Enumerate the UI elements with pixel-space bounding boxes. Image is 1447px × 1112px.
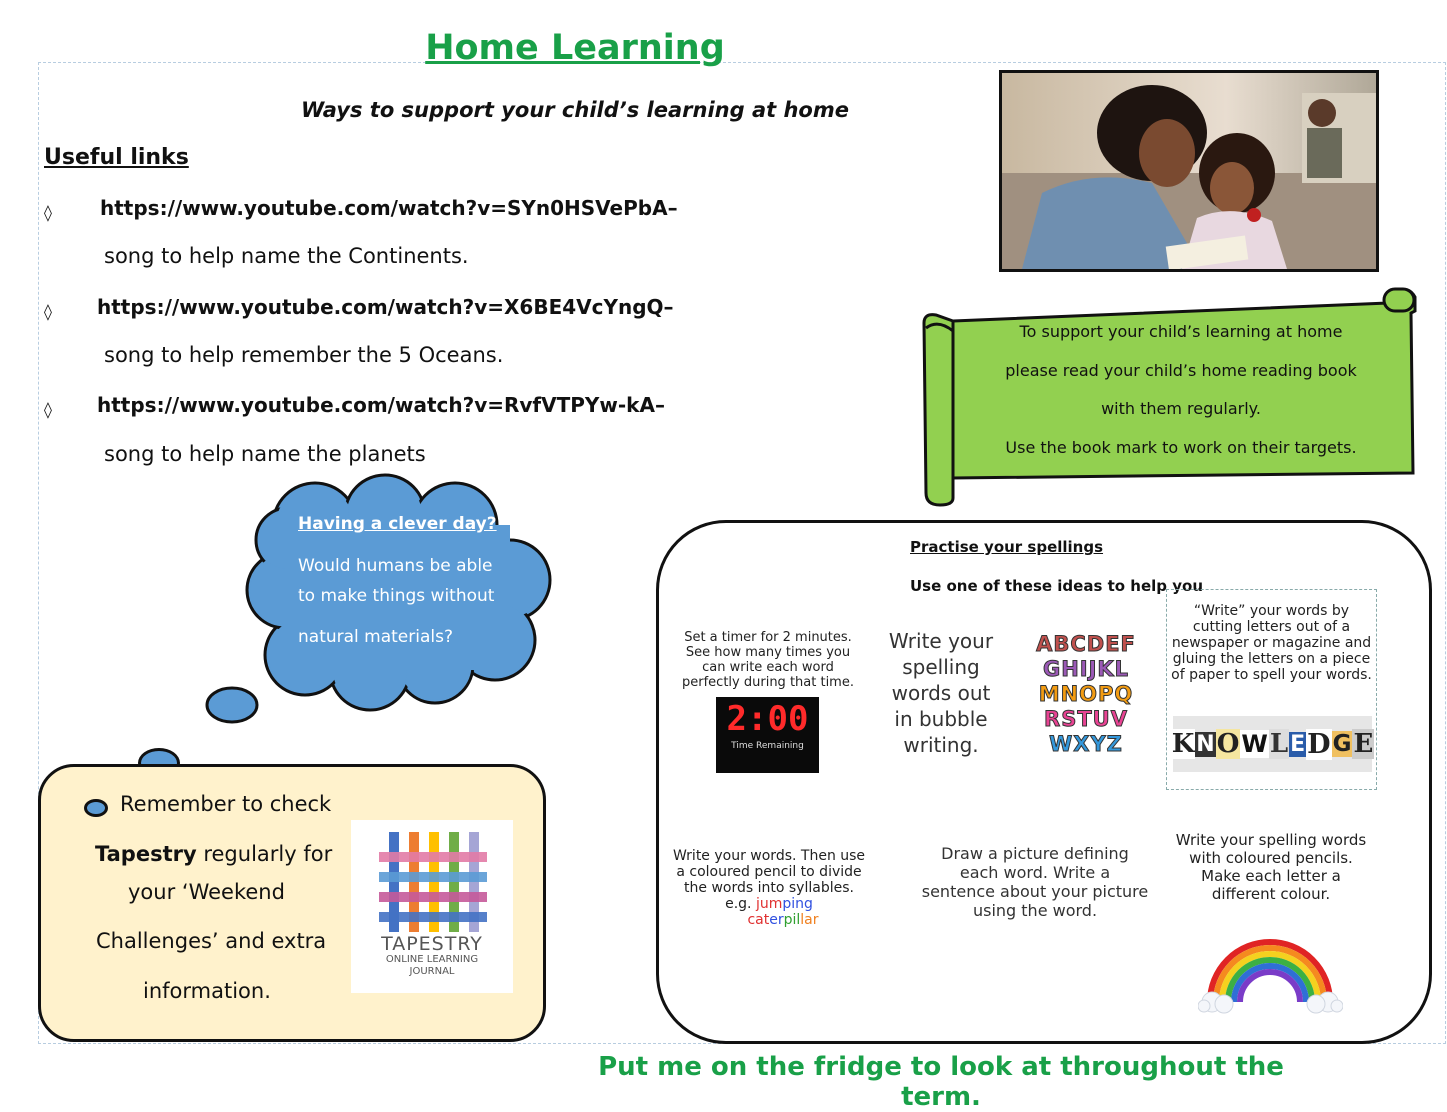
syllable: cat	[747, 912, 770, 928]
link-description: song to help name the planets	[104, 442, 426, 466]
spellings-heading: Practise your spellings	[910, 538, 1104, 556]
footer-message: Put me on the fridge to look at throughout the term.	[598, 1052, 1284, 1112]
link-dash: –	[654, 393, 665, 417]
bubble-writing-idea	[880, 628, 1002, 758]
idea-line: cutting letters out of a	[1192, 619, 1351, 635]
idea-line: Make each letter a	[1201, 867, 1341, 885]
timer-idea	[682, 630, 854, 690]
alphabet-row: ABCDEF	[1036, 632, 1136, 656]
idea-line: using the word.	[972, 901, 1098, 920]
cutout-letter: K	[1171, 729, 1195, 759]
scroll-line: Use the book mark to work on their targets.	[1005, 438, 1357, 457]
example-prefix: e.g.	[725, 896, 756, 912]
link-dash: –	[667, 196, 678, 220]
scroll-line: with them regularly.	[1101, 399, 1261, 418]
idea-line: Write your spelling words	[1175, 831, 1367, 849]
newspaper-idea	[1168, 603, 1375, 683]
idea-line: “Write” your words by	[1193, 603, 1350, 619]
syllable-example	[668, 896, 870, 912]
idea-line: the words into syllables.	[684, 880, 854, 896]
reminder-line: your ‘Weekend	[128, 880, 285, 904]
link-item[interactable]	[97, 295, 674, 319]
idea-line: in bubble	[894, 707, 988, 731]
tapestry-weave-icon	[351, 820, 513, 940]
link-url[interactable]: https://www.youtube.com/watch?v=SYn0HSVePbA	[100, 196, 668, 220]
scroll-line: To support your child’s learning at home	[1019, 322, 1343, 341]
bullet-icon	[84, 799, 108, 817]
alphabet-row: MNOPQ	[1038, 682, 1134, 706]
idea-line: different colour.	[1211, 885, 1331, 903]
idea-line: with coloured pencils.	[1189, 849, 1353, 867]
link-dash: –	[663, 295, 674, 319]
syllable: ping	[782, 896, 813, 912]
syllable: er	[769, 912, 784, 928]
idea-line: writing.	[903, 733, 979, 757]
idea-line: spelling	[902, 655, 980, 679]
reminder-line: Challenges’ and extra	[96, 929, 327, 953]
idea-line: sentence about your picture	[921, 882, 1149, 901]
idea-line: Set a timer for 2 minutes.	[684, 630, 852, 645]
reminder-line	[95, 842, 332, 866]
cloud-heading: Having a clever day?	[298, 514, 497, 534]
tapestry-logo-name: TAPESTRY	[381, 933, 483, 955]
timer-display: 2:00	[726, 699, 809, 739]
idea-line: Draw a picture defining	[941, 844, 1129, 863]
cutout-letter: W	[1241, 730, 1268, 758]
timer-caption: Time Remaining	[731, 741, 804, 751]
timer-image	[716, 697, 819, 773]
bullet-icon: ◊	[44, 203, 52, 222]
alphabet-row: WXYZ	[1049, 732, 1123, 756]
bubble-alphabet-image	[1020, 632, 1152, 757]
cutout-letter: E	[1290, 731, 1306, 757]
cutout-letter: N	[1196, 731, 1215, 757]
idea-line: can write each word	[702, 660, 834, 675]
tapestry-logo-sub: JOURNAL	[409, 966, 455, 977]
cloud-line: to make things without	[298, 586, 495, 606]
cutout-letter: E	[1353, 729, 1374, 759]
link-description: song to help name the Continents.	[104, 244, 469, 268]
idea-line: gluing the letters on a piece	[1172, 651, 1371, 667]
bullet-icon: ◊	[44, 400, 52, 419]
cutout-letter: G	[1332, 731, 1352, 757]
syllable: pil	[783, 912, 801, 928]
link-item[interactable]	[97, 393, 665, 417]
reminder-line: information.	[143, 979, 271, 1003]
link-url[interactable]: https://www.youtube.com/watch?v=X6BE4VcYngQ	[97, 295, 664, 319]
useful-links-heading: Useful links	[44, 145, 189, 170]
idea-line: Write your	[888, 629, 994, 653]
scroll-line: please read your child’s home reading book	[1005, 361, 1357, 380]
idea-line: perfectly during that time.	[682, 675, 854, 690]
cutout-letter: O	[1216, 729, 1240, 759]
tapestry-logo	[351, 820, 513, 993]
syllable: lar	[800, 912, 819, 928]
cutout-letter: D	[1307, 728, 1331, 760]
rainbow-icon	[1198, 930, 1343, 1015]
idea-line: See how many times you	[685, 645, 851, 660]
link-url[interactable]: https://www.youtube.com/watch?v=RvfVTPYw-kA	[97, 393, 655, 417]
reminder-line: Remember to check	[120, 792, 332, 816]
cloud-line: natural materials?	[298, 627, 454, 647]
page-title: Home Learning	[425, 28, 725, 68]
newspaper-letters-image	[1173, 716, 1372, 772]
idea-line: a coloured pencil to divide	[676, 864, 862, 880]
tapestry-logo-sub: ONLINE LEARNING	[385, 954, 479, 965]
alphabet-row: GHIJKL	[1042, 657, 1130, 681]
cloud-line: Would humans be able	[298, 556, 493, 576]
alphabet-row: RSTUV	[1044, 707, 1128, 731]
bullet-icon: ◊	[44, 302, 52, 321]
spellings-intro: Use one of these ideas to help you	[910, 577, 1204, 595]
idea-line: newspaper or magazine and	[1171, 635, 1372, 651]
cutout-letter: L	[1269, 729, 1289, 759]
picture-idea	[915, 844, 1155, 920]
syllable: jum	[755, 896, 783, 912]
link-item[interactable]	[100, 196, 678, 220]
idea-line: of paper to spell your words.	[1171, 667, 1372, 683]
reminder-line-rest: regularly for	[196, 842, 333, 866]
syllable-example	[668, 912, 870, 928]
page-subtitle: Ways to support your child’s learning at home	[301, 98, 849, 122]
mother-and-daughter-reading-photo	[999, 70, 1379, 272]
scroll-banner-shape	[918, 283, 1418, 508]
idea-line: each word. Write a	[959, 863, 1111, 882]
tapestry-word: Tapestry	[95, 842, 197, 866]
idea-line: words out	[891, 681, 991, 705]
coloured-pencils-idea	[1168, 831, 1374, 903]
link-description: song to help remember the 5 Oceans.	[104, 343, 504, 367]
syllable-idea	[668, 848, 870, 928]
idea-line: Write your words. Then use	[672, 848, 866, 864]
